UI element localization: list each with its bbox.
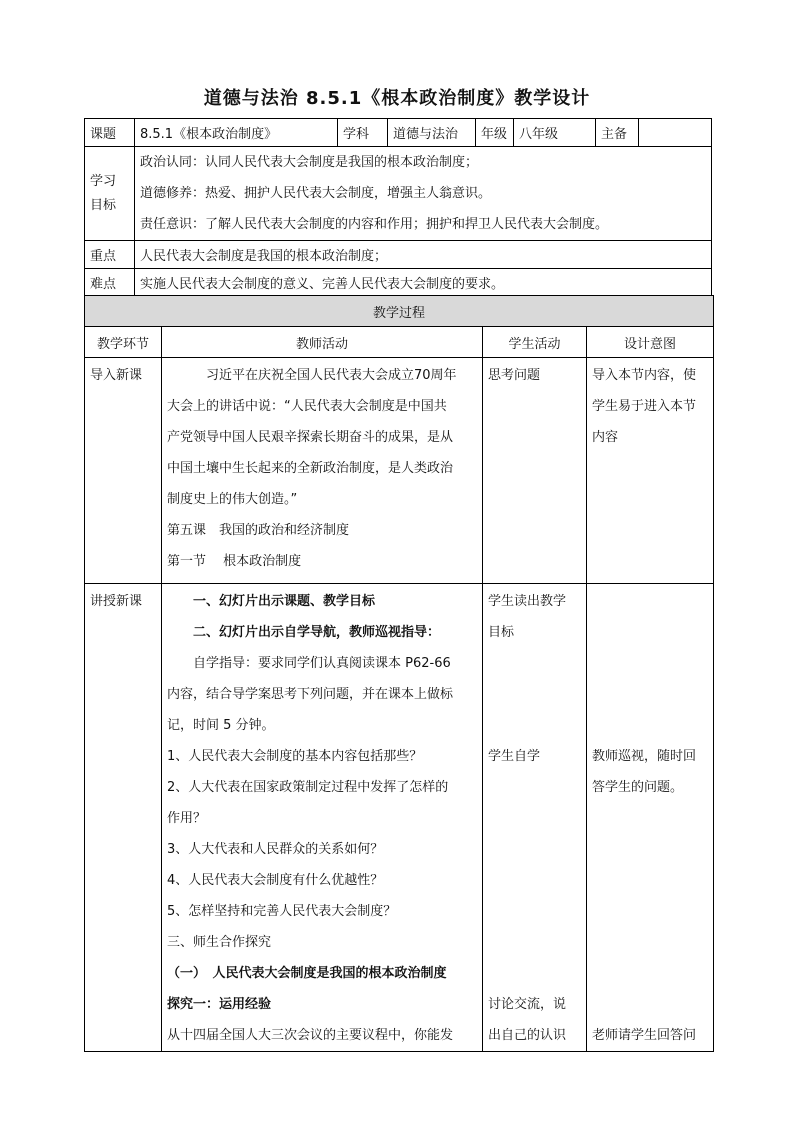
stage-label: 讲授新课 <box>90 594 143 609</box>
teacher-line: 探究一：运用经验 <box>167 997 272 1012</box>
student-line: 出自己的认识 <box>488 1028 567 1043</box>
document-title: 道德与法治 8.5.1《根本政治制度》教学设计 <box>203 88 591 109</box>
process-row-intro <box>85 358 714 584</box>
student-line <box>488 803 581 834</box>
process-header-row <box>85 327 714 358</box>
intent-line <box>592 586 708 617</box>
intent-line <box>592 989 708 1020</box>
intent-line <box>592 927 708 958</box>
goals-label-line-1: 学习 <box>90 173 117 189</box>
intent-line <box>592 896 708 927</box>
goals-label-line-2: 目标 <box>90 197 117 213</box>
student-line <box>488 958 581 989</box>
teacher-line: 一、幻灯片出示课题、教学目标 <box>193 594 376 609</box>
intent-line: 学生易于进入本节 <box>592 399 697 414</box>
goal-item: 道德修养：热爱、拥护人民代表大会制度，增强主人翁意识。 <box>140 186 492 201</box>
header-teacher: 教师活动 <box>162 327 483 358</box>
intent-line: 老师请学生回答问 <box>592 1028 697 1043</box>
student-line: 学生读出教学 <box>488 594 567 609</box>
header-stage: 教学环节 <box>85 327 162 358</box>
intent-line <box>592 958 708 989</box>
design-intent-intro <box>587 358 714 584</box>
goal-item: 政治认同：认同人民代表大会制度是我国的根本政治制度； <box>140 155 479 170</box>
teacher-line: 第一节 根本政治制度 <box>167 554 302 569</box>
intent-line <box>592 865 708 896</box>
teacher-line: 3、人大代表和人民群众的关系如何？ <box>167 842 384 857</box>
design-intent-lecture <box>587 584 714 1052</box>
teacher-line: 产党领导中国人民艰辛探索长期奋斗的成果，是从 <box>167 430 454 445</box>
header-intent: 设计意图 <box>587 327 714 358</box>
teacher-line: （一） 人民代表大会制度是我国的根本政治制度 <box>167 966 447 981</box>
difficulty-label: 难点 <box>85 269 135 297</box>
info-table <box>84 118 712 297</box>
teacher-line: 第五课 我国的政治和经济制度 <box>167 523 350 538</box>
key-value: 人民代表大会制度是我国的根本政治制度； <box>135 241 712 269</box>
intent-line <box>592 803 708 834</box>
student-line <box>488 834 581 865</box>
teacher-line: 中国土壤中生长起来的全新政治制度，是人类政治 <box>167 461 454 476</box>
teacher-line: 5、怎样坚持和完善人民代表大会制度？ <box>167 904 397 919</box>
student-line <box>488 710 581 741</box>
goals-cell <box>135 147 712 241</box>
intent-line <box>592 648 708 679</box>
teacher-line: 2、人大代表在国家政策制定过程中发挥了怎样的 <box>167 780 449 795</box>
teacher-line: 内容，结合导学案思考下列问题，并在课本上做标 <box>167 687 454 702</box>
intent-line: 教师巡视，随时回 <box>592 749 697 764</box>
key-label: 重点 <box>85 241 135 269</box>
stage-lecture <box>85 584 162 1052</box>
student-line: 学生自学 <box>488 749 541 764</box>
teacher-line: 三、师生合作探究 <box>167 935 272 950</box>
intent-line <box>592 710 708 741</box>
student-line: 讨论交流，说 <box>488 997 567 1012</box>
info-row-key <box>85 241 712 269</box>
intent-line <box>592 617 708 648</box>
info-row-difficulty <box>85 269 712 297</box>
intent-line: 内容 <box>592 430 619 445</box>
subject-value: 道德与法治 <box>388 119 476 147</box>
teacher-activity-intro <box>162 358 483 584</box>
process-table <box>84 295 714 1052</box>
student-line <box>488 772 581 803</box>
header-student: 学生活动 <box>483 327 587 358</box>
student-line: 目标 <box>488 625 515 640</box>
subject-label: 学科 <box>338 119 388 147</box>
teacher-line: 制度史上的伟大创造。” <box>167 492 298 507</box>
topic-label: 课题 <box>85 119 135 147</box>
process-band-title: 教学过程 <box>85 296 714 327</box>
info-row-topic <box>85 119 712 147</box>
teacher-line: 4、人民代表大会制度有什么优越性？ <box>167 873 384 888</box>
topic-value: 8.5.1《根本政治制度》 <box>135 119 338 147</box>
process-row-lecture <box>85 584 714 1052</box>
teacher-line: 习近平在庆祝全国人民代表大会成立70周年 <box>206 368 457 383</box>
stage-intro <box>85 358 162 584</box>
student-line <box>488 648 581 679</box>
grade-label: 年级 <box>476 119 514 147</box>
teacher-activity-lecture <box>162 584 483 1052</box>
student-activity-lecture <box>483 584 587 1052</box>
teacher-line: 从十四届全国人大三次会议的主要议程中，你能发 <box>167 1028 454 1043</box>
teacher-line: 记，时间 5 分钟。 <box>167 718 275 733</box>
teacher-line: 自学指导：要求同学们认真阅读课本 P62-66 <box>193 656 451 671</box>
student-text: 思考问题 <box>488 368 541 383</box>
intent-line: 导入本节内容，使 <box>592 368 697 383</box>
difficulty-value: 实施人民代表大会制度的意义、完善人民代表大会制度的要求。 <box>135 269 712 297</box>
intent-line: 答学生的问题。 <box>592 780 684 795</box>
stage-label: 导入新课 <box>90 368 143 383</box>
teacher-line: 作用？ <box>167 811 207 826</box>
intent-line <box>592 834 708 865</box>
teacher-line: 二、幻灯片出示自学导航，教师巡视指导： <box>193 625 441 640</box>
grade-value: 八年级 <box>514 119 596 147</box>
student-line <box>488 927 581 958</box>
process-band-row <box>85 296 714 327</box>
student-line <box>488 896 581 927</box>
student-activity-intro <box>483 358 587 584</box>
preparer-label: 主备 <box>596 119 639 147</box>
teacher-line: 大会上的讲话中说：“人民代表大会制度是中国共 <box>167 399 447 414</box>
goals-label <box>85 147 135 241</box>
intent-line <box>592 679 708 710</box>
teacher-line: 1、人民代表大会制度的基本内容包括那些？ <box>167 749 423 764</box>
student-line <box>488 679 581 710</box>
info-row-goals <box>85 147 712 241</box>
student-line <box>488 865 581 896</box>
preparer-value <box>639 119 712 147</box>
goal-item: 责任意识：了解人民代表大会制度的内容和作用；拥护和捍卫人民代表大会制度。 <box>140 217 609 232</box>
